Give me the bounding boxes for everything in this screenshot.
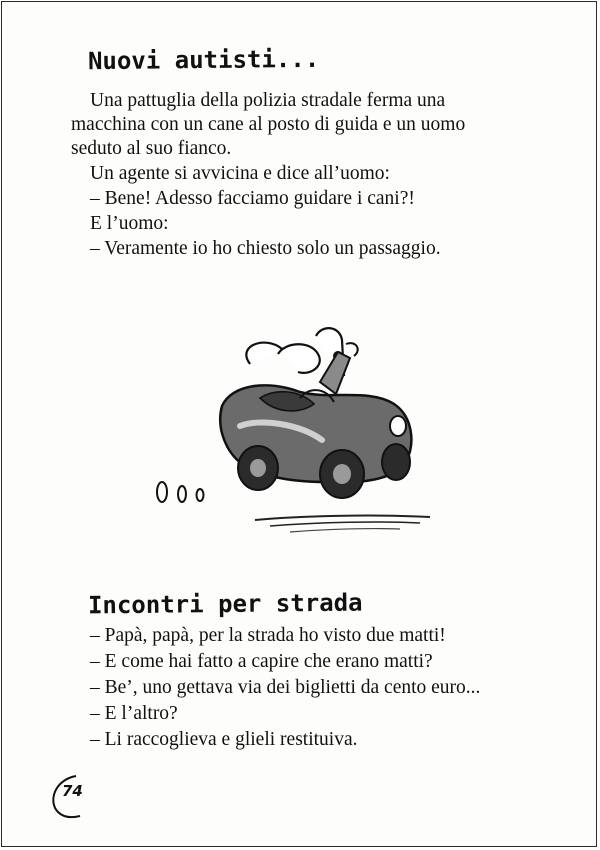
- dog-driving-car-illustration: [150, 314, 440, 544]
- text-line: – Be’, uno gettava via dei biglietti da cento euro...: [90, 677, 481, 698]
- text-line: – Li raccoglieva e glieli restituiva.: [90, 729, 358, 750]
- text-line: – Veramente io ho chiesto solo un passaggio.: [90, 238, 441, 259]
- joke-title-street-encounters: Incontri per strada: [87, 588, 363, 620]
- text-line: macchina con un cane al posto di guida e un uomo: [71, 114, 466, 135]
- joke-title-new-drivers: Nuovi autisti...: [87, 44, 320, 76]
- text-line: E l’uomo:: [90, 213, 169, 234]
- page-number: 74: [62, 782, 83, 800]
- text-line: – E l’altro?: [90, 703, 178, 724]
- book-page: [1, 1, 597, 847]
- text-line: seduto al suo fianco.: [71, 138, 232, 159]
- text-line: – E come hai fatto a capire che erano matti?: [90, 651, 433, 672]
- text-line: – Bene! Adesso facciamo guidare i cani?!: [90, 188, 415, 209]
- text-line: Un agente si avvicina e dice all’uomo:: [90, 163, 390, 184]
- text-line: Una pattuglia della polizia stradale ferma una: [90, 90, 446, 111]
- text-line: – Papà, papà, per la strada ho visto due matti!: [90, 625, 446, 646]
